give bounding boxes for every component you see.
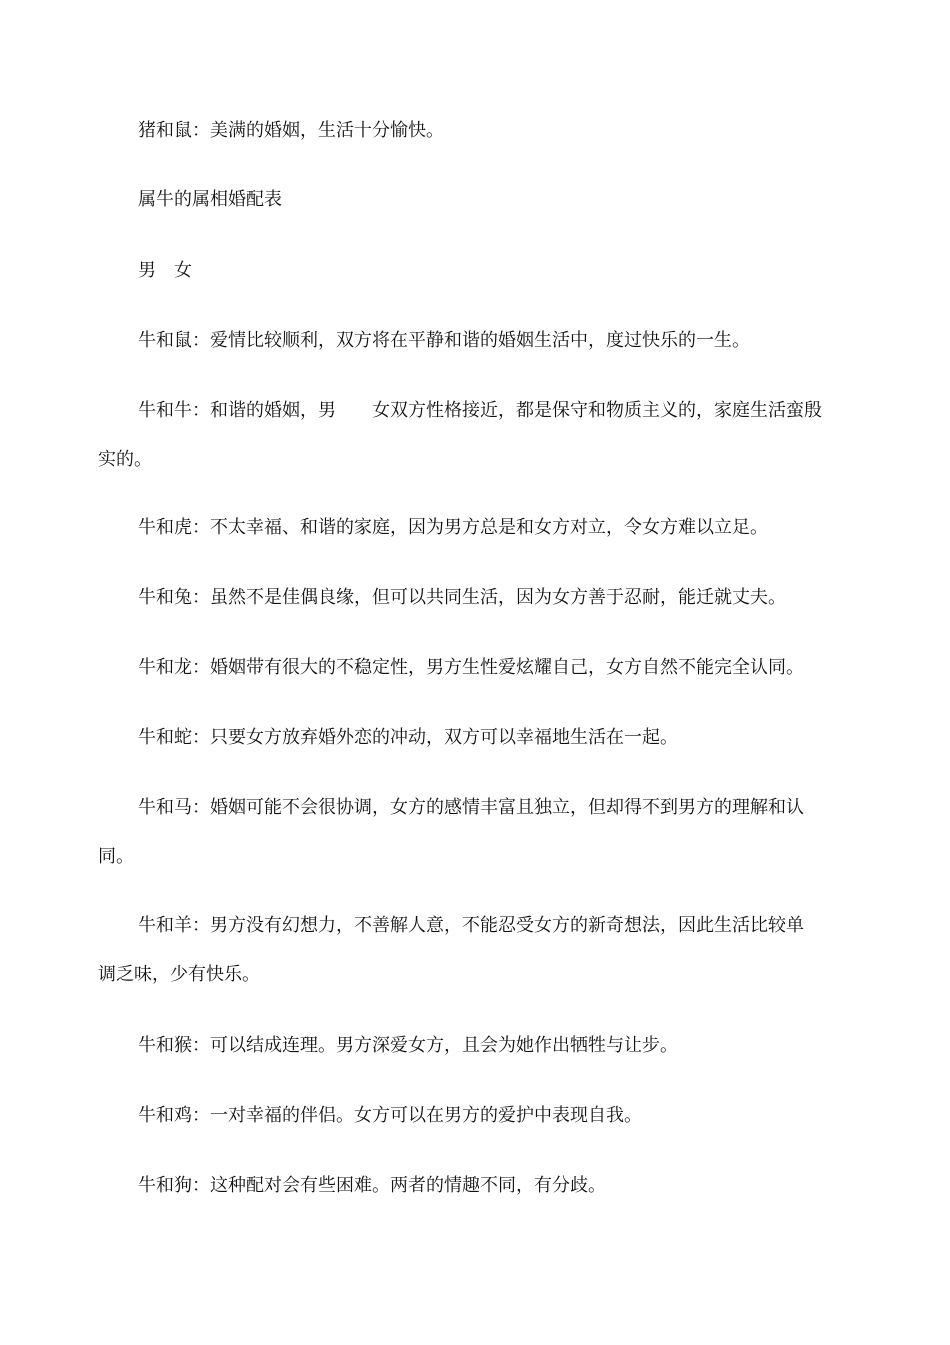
paragraph-text: 调乏味，少有快乐。 xyxy=(98,964,260,985)
paragraph-ox-dragon xyxy=(138,655,878,681)
section-heading-text: 属牛的属相婚配表 xyxy=(138,189,282,210)
paragraph-ox-tiger xyxy=(138,515,878,541)
paragraph-text: 猪和鼠：美满的婚姻，生活十分愉快。 xyxy=(138,120,444,141)
column-labels-male-female xyxy=(138,258,878,284)
paragraph-ox-snake xyxy=(138,725,878,751)
paragraph-text: 牛和鸡：一对幸福的伴侣。女方可以在男方的爱护中表现自我。 xyxy=(138,1105,642,1126)
paragraph-ox-rooster xyxy=(138,1103,878,1129)
label-male: 男 xyxy=(138,260,156,281)
paragraph-text: 牛和虎：不太幸福、和谐的家庭，因为男方总是和女方对立，令女方难以立足。 xyxy=(138,517,768,538)
paragraph-ox-rabbit xyxy=(138,585,878,611)
paragraph-ox-rat xyxy=(138,328,878,354)
paragraph-ox-dog xyxy=(138,1173,878,1199)
paragraph-ox-horse-line-2 xyxy=(98,844,838,870)
paragraph-text: 牛和龙：婚姻带有很大的不稳定性，男方生性爱炫耀自己，女方自然不能完全认同。 xyxy=(138,657,804,678)
paragraph-text: 牛和狗：这种配对会有些困难。两者的情趣不同，有分歧。 xyxy=(138,1175,606,1196)
paragraph-text: 牛和蛇：只要女方放弃婚外恋的冲动，双方可以幸福地生活在一起。 xyxy=(138,727,678,748)
paragraph-text: 牛和马：婚姻可能不会很协调，女方的感情丰富且独立，但却得不到男方的理解和认 xyxy=(138,797,804,818)
paragraph-ox-goat-line-2 xyxy=(98,962,838,988)
paragraph-ox-monkey xyxy=(138,1033,878,1059)
paragraph-text: 牛和羊：男方没有幻想力，不善解人意，不能忍受女方的新奇想法，因此生活比较单 xyxy=(138,915,804,936)
paragraph-text: 同。 xyxy=(98,846,134,867)
paragraph-text: 牛和鼠：爱情比较顺利，双方将在平静和谐的婚姻生活中，度过快乐的一生。 xyxy=(138,330,750,351)
paragraph-pig-rat xyxy=(138,118,878,144)
paragraph-text: 实的。 xyxy=(98,449,152,470)
paragraph-text: 牛和牛：和谐的婚姻，男 xyxy=(138,400,336,421)
paragraph-ox-horse-line-1 xyxy=(138,795,878,821)
paragraph-ox-ox-line-2 xyxy=(98,447,838,473)
paragraph-text: 女双方性格接近，都是保守和物质主义的，家庭生活蛮殷 xyxy=(372,400,822,421)
paragraph-text: 牛和猴：可以结成连理。男方深爱女方，且会为她作出牺牲与让步。 xyxy=(138,1035,678,1056)
section-heading-ox-compatibility xyxy=(138,187,878,213)
paragraph-text: 牛和兔：虽然不是佳偶良缘，但可以共同生活，因为女方善于忍耐，能迁就丈夫。 xyxy=(138,587,786,608)
label-female: 女 xyxy=(174,260,192,281)
paragraph-ox-goat-line-1 xyxy=(138,913,878,939)
paragraph-ox-ox-line-1 xyxy=(138,398,878,424)
